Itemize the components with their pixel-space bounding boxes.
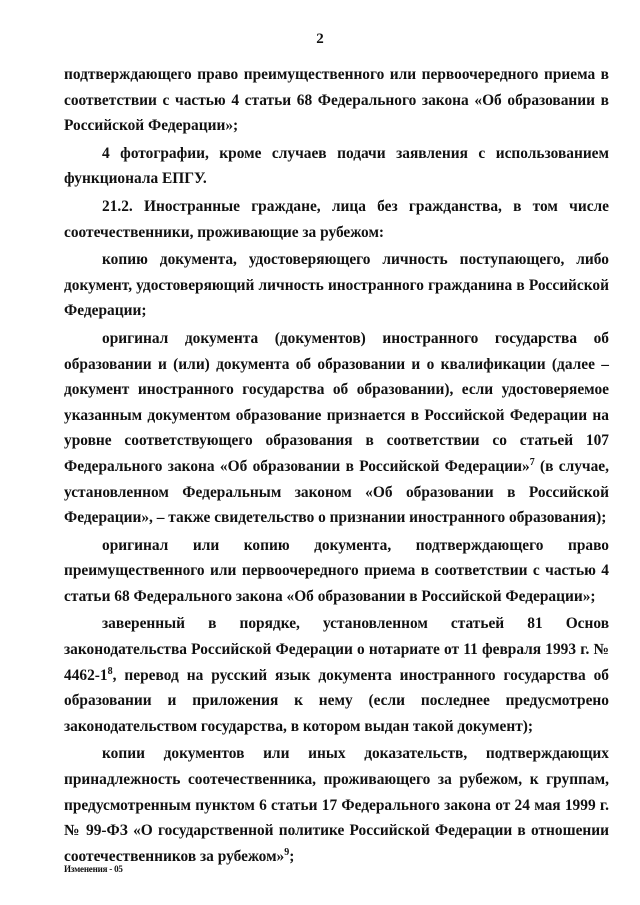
footer-note: Изменения - 05: [64, 864, 123, 874]
paragraph-5-text-after: (в случае, установленном Федеральным законом «Об образовании в Российской Федерации», – также свидетельство о признании иностранного образования);: [64, 457, 609, 527]
paragraph-2: 4 фотографии, кроме случаев подачи заявления с использованием функционала ЕПГУ.: [64, 144, 609, 188]
paragraph-8-text-before: копии документов или иных доказательств, подтверждающих принадлежность соотечественника, проживающего за рубежом, к группам, предусмотренным пунктом 6 статьи 17 Федерального закона от 24 мая 1999 г. № 99-ФЗ «О государственной политике Российской Федерации в отношении соотечественников за рубежом»: [64, 745, 609, 865]
paragraph-8: [64, 741, 609, 869]
footnote-9: 9: [284, 846, 290, 858]
paragraph-5-text-before: оригинал документа (документов) иностранного государства об образовании и (или) документа об образовании и о квалификации (далее – документ иностранного государства об образовании), если удостоверяемое указанным документом образование признается в Российской Федерации на уровне соответствующего образования в соответствии со статьей 107 Федерального закона «Об образовании в Российской Федерации»: [64, 329, 609, 475]
paragraph-3: 21.2. Иностранные граждане, лица без гражданства, в том числе соотечественники, проживающие за рубежом:: [64, 197, 609, 241]
paragraph-7: [64, 611, 609, 739]
paragraph-8-text-after: ;: [289, 847, 295, 865]
paragraph-7-text-before: заверенный в порядке, установленном статьей 81 Основ законодательства Российской Федерации о нотариате от 11 февраля 1993 г. № 4462-1: [64, 615, 609, 684]
document-body: [64, 62, 609, 869]
footnote-7: 7: [529, 456, 535, 468]
paragraph-4: копию документа, удостоверяющего личность поступающего, либо документ, удостоверяющий личность иностранного гражданина в Российской Федерации;: [64, 251, 609, 320]
paragraph-6: оригинал или копию документа, подтверждающего право преимущественного или первоочередного приема в соответствии с частью 4 статьи 68 Федерального закона «Об образовании в Российской Федерации»;: [64, 536, 609, 605]
paragraph-5: [64, 326, 609, 531]
page-number: 2: [316, 31, 324, 47]
paragraph-7-text-after: , перевод на русский язык документа иностранного государства об образовании и приложения к нему (если последнее предусмотрено законодательством государства, в котором выдан такой документ);: [64, 666, 609, 735]
footnote-8: 8: [107, 665, 113, 677]
paragraph-1: подтверждающего право преимущественного или первоочередного приема в соответствии с частью 4 статьи 68 Федерального закона «Об образовании в Российской Федерации»;: [64, 66, 609, 135]
